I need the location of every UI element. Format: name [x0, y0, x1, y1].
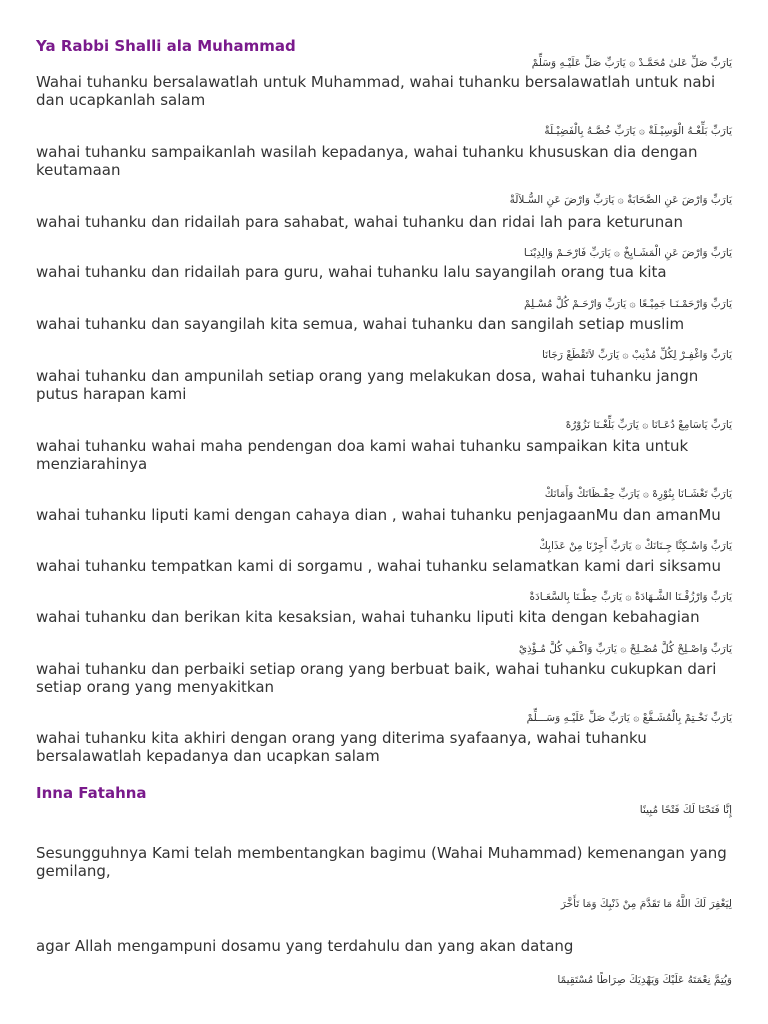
translation-verse-6: wahai tuhanku dan ampunilah setiap orang yang melakukan dosa, wahai tuhanku jangn putus harapan kami: [36, 367, 699, 403]
translation-ayah-2: agar Allah mengampuni dosamu yang terdahulu dan yang akan datang: [36, 937, 574, 955]
arabic-verse-10: يَارَبِّ وَارْزُقْـنَا الشَّـهَادَةْ ۞ يَارَبِّ حِطْـنَا بِالسَّعَـادَةْ: [529, 591, 732, 603]
arabic-verse-3: يَارَبِّ وَارْضَ عَنِ الصَّحَابَةْ ۞ يَارَبِّ وَارْضَ عَنِ السُّـلاَلَةْ: [509, 194, 732, 206]
section-title-ya-rabbi: Ya Rabbi Shalli ala Muhammad: [36, 37, 296, 55]
arabic-verse-4: يَارَبِّ وَارْضَ عَنِ الْمَشَـايِخْ ۞ يَارَبِّ فَارْحَـمْ وَالِدِيْنَـا: [523, 247, 732, 259]
arabic-ayah-2: لِيَغْفِرَ لَكَ اللَّهُ مَا تَقَدَّمَ مِنْ ذَنْبِكَ وَمَا تَأَخَّرَ: [560, 898, 732, 910]
translation-verse-7: wahai tuhanku wahai maha pendengan doa kami wahai tuhanku sampaikan kita untuk menziarahinya: [36, 437, 689, 473]
arabic-verse-8: يَارَبِّ تَغْشَـانَا بِنُوْرِهْ ۞ يَارَبِّ حِفْـظَانَكْ وَأَمَانَكْ: [544, 488, 732, 500]
translation-verse-9: wahai tuhanku tempatkan kami di sorgamu , wahai tuhanku selamatkan kami dari siksamu: [36, 557, 721, 575]
arabic-verse-11: يَارَبِّ وَاصْـلِحْ كُلَّ مُصْـلِحْ ۞ يَارَبِّ وَاكْـفِ كُلَّ مُـؤْذِيْ: [518, 643, 732, 655]
translation-verse-12: wahai tuhanku kita akhiri dengan orang yang diterima syafaanya, wahai tuhanku bersalawatlah kepadanya dan ucapkan salam: [36, 729, 647, 765]
arabic-ayah-3: وَيُتِمَّ نِعْمَتَهُ عَلَيْكَ وَيَهْدِيَكَ صِرَاطًا مُسْتَقِيمًا: [557, 974, 732, 986]
arabic-verse-9: يَارَبِّ وَاسْـكِنَّا جِـنَانَكْ ۞ يَارَبِّ أَجِرْنَا مِنْ عَذَابِكْ: [539, 540, 732, 552]
translation-verse-2: wahai tuhanku sampaikanlah wasilah kepadanya, wahai tuhanku khususkan dia dengan keutamaan: [36, 143, 698, 179]
translation-verse-5: wahai tuhanku dan sayangilah kita semua, wahai tuhanku dan sangilah setiap muslim: [36, 315, 685, 333]
arabic-ayah-1: إِنَّا فَتَحْنَا لَكَ فَتْحًا مُبِينًا: [639, 804, 732, 816]
arabic-verse-12: يَارَبِّ نَخْـتِمْ بِالْمُشَـفَّعْ ۞ يَارَبِّ صَلِّ عَلَيْـهِ وَسَـــلِّمْ: [526, 712, 732, 724]
translation-verse-4: wahai tuhanku dan ridailah para guru, wahai tuhanku lalu sayangilah orang tua kita: [36, 263, 667, 281]
arabic-verse-6: يَارَبِّ وَاغْفِـرْ لِكُلِّ مُذْنِبْ ۞ يَارَبِّ لاَتَقْطَعْ رَجَانَا: [542, 349, 732, 361]
translation-verse-1: Wahai tuhanku bersalawatlah untuk Muhammad, wahai tuhanku bersalawatlah untuk nabi dan ucapkanlah salam: [36, 73, 716, 109]
section-title-inna-fatahna: Inna Fatahna: [36, 784, 147, 802]
translation-ayah-1: Sesungguhnya Kami telah membentangkan bagimu (Wahai Muhammad) kemenangan yang gemilang,: [36, 844, 727, 880]
arabic-verse-5: يَارَبِّ وَارْحَمْـنَـا جَمِيْـعًا ۞ يَارَبِّ وَارْحَـمْ كُلَّ مُسْـلِمْ: [524, 298, 732, 310]
arabic-verse-2: يَارَبِّ بَلِّغْـهُ الْوَسِيْـلَةْ ۞ يَارَبِّ خُصَّـهُ بِالْفَضِيْـلَةْ: [544, 125, 732, 137]
translation-verse-8: wahai tuhanku liputi kami dengan cahaya dian , wahai tuhanku penjagaanMu dan amanMu: [36, 506, 721, 524]
arabic-verse-1: يَارَبِّ صَلِّ عَلىٰ مُحَمَّـدْ ۞ يَارَبِّ صَلِّ عَلَيْـهِ وَسَلِّمْ: [531, 57, 732, 69]
translation-verse-10: wahai tuhanku dan berikan kita kesaksian, wahai tuhanku liputi kita dengan kebahagian: [36, 608, 700, 626]
arabic-verse-7: يَارَبِّ يَاسَامِعْ دُعَـانَا ۞ يَارَبِّ بَلِّغْـنَا نَزُوْرُهْ: [565, 419, 732, 431]
translation-verse-11: wahai tuhanku dan perbaiki setiap orang yang berbuat baik, wahai tuhanku cukupkan dari setiap orang yang menyakitkan: [36, 660, 717, 696]
translation-verse-3: wahai tuhanku dan ridailah para sahabat, wahai tuhanku dan ridai lah para keturunan: [36, 213, 683, 231]
